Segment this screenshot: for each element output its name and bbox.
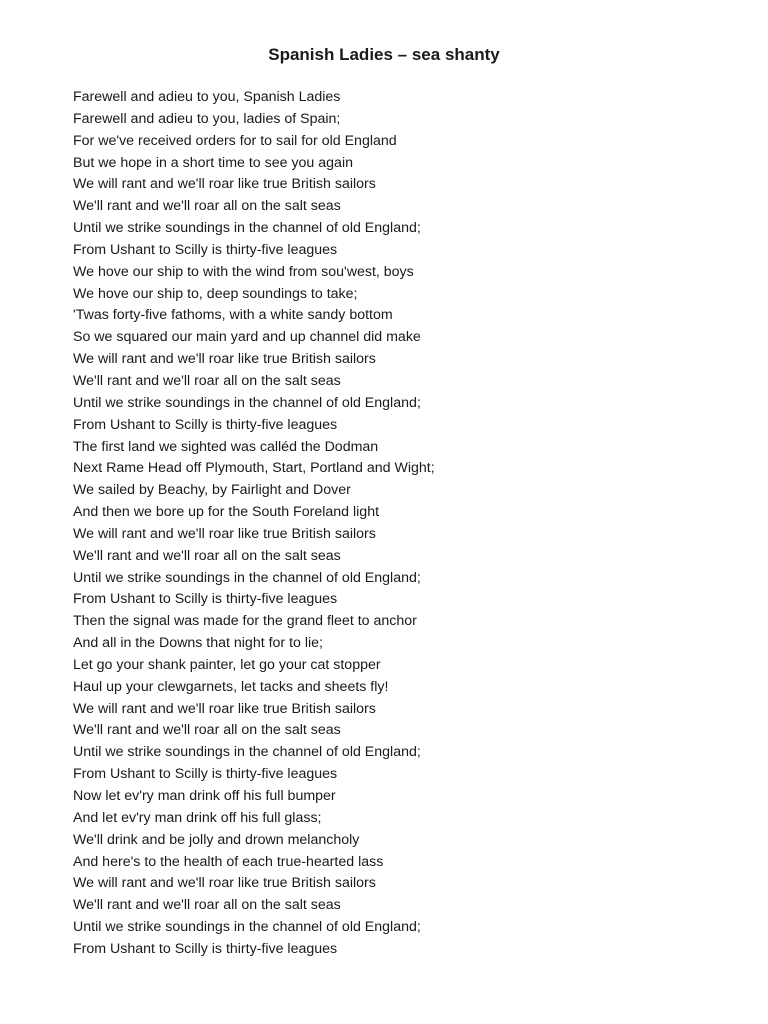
lyric-line: And then we bore up for the South Foreland light [73,504,380,521]
lyric-line: Until we strike soundings in the channel of old England; [73,919,421,936]
lyric-line: We'll rant and we'll roar all on the salt seas [73,897,341,914]
lyric-line: From Ushant to Scilly is thirty-five leagues [73,416,338,433]
document-title: Spanish Ladies – sea shanty [268,45,500,64]
lyric-line: From Ushant to Scilly is thirty-five leagues [73,940,338,957]
lyric-line: We will rant and we'll roar like true British sailors [73,176,376,193]
lyric-line: We will rant and we'll roar like true British sailors [73,875,376,892]
lyric-line: The first land we sighted was calléd the Dodman [73,438,379,455]
lyric-line: We'll rant and we'll roar all on the salt seas [73,547,341,564]
lyric-line: From Ushant to Scilly is thirty-five leagues [73,241,338,258]
lyric-line: Farewell and adieu to you, Spanish Ladies [73,89,341,105]
lyric-line: Until we strike soundings in the channel of old England; [73,569,421,586]
lyric-line: From Ushant to Scilly is thirty-five leagues [73,766,338,783]
lyric-line: For we've received orders for to sail for old England [73,132,397,149]
lyric-line: Farewell and adieu to you, ladies of Spain; [73,110,341,127]
lyric-line: We'll rant and we'll roar all on the salt seas [73,372,341,389]
lyric-line: We hove our ship to with the wind from sou'west, boys [73,263,414,280]
lyric-line: We will rant and we'll roar like true British sailors [73,525,376,542]
lyric-line: Until we strike soundings in the channel of old England; [73,744,421,761]
lyric-line: So we squared our main yard and up channel did make [73,329,421,346]
lyric-line: 'Twas forty-five fathoms, with a white sandy bottom [73,307,393,324]
lyric-line: And let ev'ry man drink off his full glass; [73,809,322,826]
lyric-line: Haul up your clewgarnets, let tacks and sheets fly! [73,678,389,695]
lyric-line: We'll rant and we'll roar all on the salt seas [73,722,341,739]
lyric-line: We hove our ship to, deep soundings to take; [73,285,358,302]
lyric-line: We'll drink and be jolly and drown melancholy [73,831,360,848]
lyric-line: Then the signal was made for the grand fleet to anchor [73,613,417,630]
lyric-line: Now let ev'ry man drink off his full bumper [73,788,336,804]
lyric-line: We sailed by Beachy, by Fairlight and Dover [73,482,351,499]
lyric-line: We'll rant and we'll roar all on the salt seas [73,198,341,215]
lyric-line: We will rant and we'll roar like true British sailors [73,700,376,717]
lyric-line: Until we strike soundings in the channel of old England; [73,220,421,237]
lyric-line: Until we strike soundings in the channel of old England; [73,394,421,411]
lyric-line: Let go your shank painter, let go your cat stopper [73,656,381,673]
lyrics-list [73,87,435,961]
lyric-line: Next Rame Head off Plymouth, Start, Portland and Wight; [73,460,435,477]
lyric-line: We will rant and we'll roar like true British sailors [73,351,376,368]
lyric-line: From Ushant to Scilly is thirty-five leagues [73,591,338,608]
lyric-line: But we hope in a short time to see you again [73,154,353,171]
lyric-line: And here's to the health of each true-hearted lass [73,853,384,870]
lyric-line: And all in the Downs that night for to lie; [73,635,323,652]
